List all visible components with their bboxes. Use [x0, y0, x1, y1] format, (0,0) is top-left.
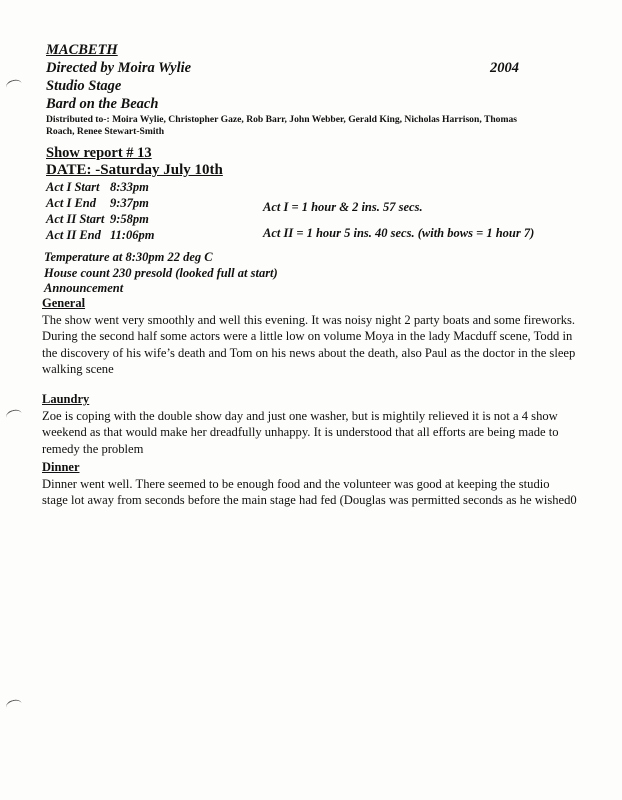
report-number: Show report # 13	[46, 145, 152, 161]
punch-hole-mark	[5, 408, 23, 423]
body-line: remedy the problem	[42, 441, 144, 456]
time-label: Act II Start	[46, 212, 105, 226]
time-label: Act II End	[46, 228, 101, 242]
body-line: Zoe is coping with the double show day and just one washer, but is mightily relieved it is not a 4 show	[42, 409, 558, 423]
body-line: Dinner went well. There seemed to be enough food and the volunteer was good at keeping the studio	[42, 477, 550, 491]
temperature: Temperature at 8:30pm 22 deg C	[44, 250, 213, 264]
section-body-general	[42, 312, 575, 377]
venue: Studio Stage	[46, 78, 122, 94]
report-date: DATE: -Saturday July 10th	[46, 162, 223, 178]
director: Directed by Moira Wylie	[46, 60, 192, 76]
section-heading-general: General	[42, 296, 86, 310]
act-duration: Act I = 1 hour & 2 ins. 57 secs.	[263, 200, 423, 214]
house-count: House count 230 presold (looked full at start)	[44, 266, 278, 280]
announcement: Announcement	[44, 281, 124, 295]
play-title: MACBETH	[46, 42, 118, 58]
time-value: 8:33pm	[110, 180, 149, 194]
year: 2004	[490, 60, 519, 76]
punch-hole-mark	[5, 78, 23, 93]
body-line: During the second half some actors were a little low on volume Moya in the lady Macduff scene, Todd in	[42, 329, 573, 344]
body-line: stage lot away from seconds before the main stage had fed (Douglas was permitted seconds as he wished0	[42, 493, 577, 508]
body-line: The show went very smoothly and well this evening. It was noisy night 2 party boats and some fireworks.	[42, 313, 576, 327]
section-heading-dinner: Dinner	[42, 460, 80, 474]
time-value: 11:06pm	[110, 228, 155, 242]
time-value: 9:37pm	[110, 196, 149, 210]
distribution-list	[46, 114, 517, 138]
company: Bard on the Beach	[46, 96, 159, 112]
act-duration: Act II = 1 hour 5 ins. 40 secs. (with bows = 1 hour 7)	[263, 226, 535, 240]
body-line: the discovery of his wife’s death and Tom on his news about the death, also Paul as the doctor in the sleep	[42, 345, 576, 360]
body-line: walking scene	[42, 361, 114, 376]
distribution-line: Roach, Renee Stewart-Smith	[46, 126, 165, 137]
section-body-dinner	[42, 476, 577, 509]
section-body-laundry	[42, 408, 559, 457]
time-label: Act I End	[46, 196, 97, 210]
distribution-line: Distributed to-: Moira Wylie, Christopher Gaze, Rob Barr, John Webber, Gerald King, Nicholas Harrison, Thomas	[46, 114, 517, 125]
time-label: Act I Start	[46, 180, 100, 194]
section-heading-laundry: Laundry	[42, 392, 90, 406]
punch-hole-mark	[5, 698, 23, 713]
body-line: weekend as that would make her dreadfully unhappy. It is understood that all efforts are being made to	[42, 425, 559, 440]
time-value: 9:58pm	[110, 212, 149, 226]
